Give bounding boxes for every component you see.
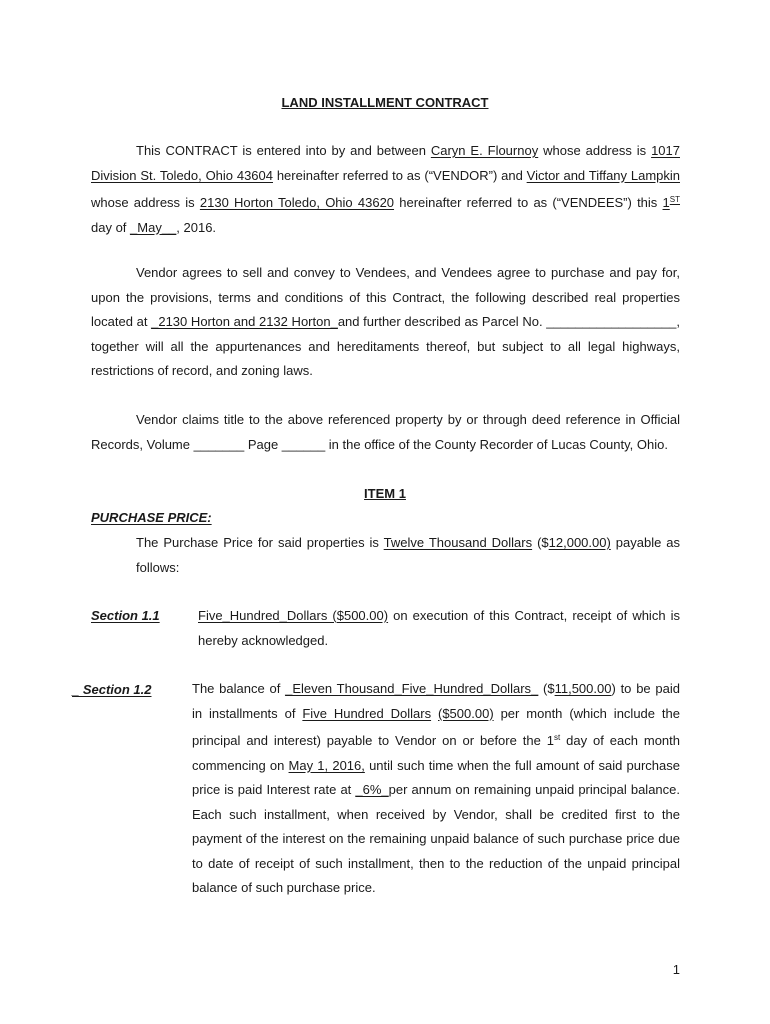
item-heading: ITEM 1 xyxy=(364,486,406,501)
vendor-address: 1017 Division St. Toledo, Ohio 43604 xyxy=(91,143,680,183)
section-1-2-text xyxy=(192,677,680,901)
text: whose address is xyxy=(91,195,200,210)
vendor-name: Caryn E. Flournoy xyxy=(430,143,539,158)
vendees-address: 2130 Horton Toledo, Ohio 43620 xyxy=(199,195,395,210)
down-payment-words: Five_Hundred_Dollars ( xyxy=(198,608,337,623)
parties-paragraph xyxy=(91,139,680,240)
text: Vendor agrees to sell and convey to Vendees, and Vendees agree to purchase and pay for, upon the provisions, terms and conditions of this Contract, the following described real properties located at xyxy=(91,265,680,329)
installment-amount: ($500.00) xyxy=(438,705,494,721)
text: ($ xyxy=(538,681,555,696)
text: on execution of this Contract, receipt of which is hereby acknowledged. xyxy=(198,608,681,648)
text: The Purchase Price for said properties is xyxy=(136,535,384,550)
balance-words: _Eleven Thousand_Five_Hundred_Dollars_ xyxy=(285,681,539,696)
text: The balance of xyxy=(192,681,286,696)
purchase-price-heading: PURCHASE PRICE: xyxy=(91,510,212,525)
contract-title: LAND INSTALLMENT CONTRACT xyxy=(281,95,489,110)
purchase-price-text xyxy=(136,531,680,580)
text: hereinafter referred to as (“VENDOR”) and xyxy=(273,167,527,183)
start-date: May 1, 2016, xyxy=(288,757,365,773)
interest-rate: _6%_ xyxy=(355,782,389,797)
text: ) to be paid in installments of xyxy=(192,681,680,721)
text: This CONTRACT is entered into by and between xyxy=(136,143,431,158)
text: hereinafter referred to as (“VENDEES”) this xyxy=(394,195,663,210)
text: ($ xyxy=(532,535,549,550)
contract-day-suffix: ST xyxy=(669,195,680,204)
balance-amount: 11,500.00 xyxy=(554,681,612,696)
text xyxy=(431,706,438,721)
section-1-2-label: _ Section 1.2 xyxy=(72,682,152,697)
text: whose address is xyxy=(538,143,652,158)
contract-month: _May__ xyxy=(130,219,177,235)
text: day of each month commencing on xyxy=(192,733,680,773)
text: per annum on remaining unpaid principal balance. Each such installment, when received by Vendor, shall be credited first to the payment of the interest on the remaining unpaid balance of such purchase price due to date of receipt of such installment, then to the reduction of the unpaid principal balance of such purchase price. xyxy=(192,782,680,895)
text: , 2016. xyxy=(176,219,217,235)
page-number: 1 xyxy=(672,962,680,977)
text: until such time when the full amount of said purchase price is paid Interest rate at xyxy=(192,757,680,797)
text: payable as follows: xyxy=(136,535,681,575)
text: day of xyxy=(91,219,131,235)
installment-words: Five Hundred Dollars xyxy=(302,705,432,721)
contract-day: 1 xyxy=(662,195,670,210)
day-suffix: st xyxy=(553,733,561,742)
text: per month (which include the principal and interest) payable to Vendor on or before the 1 xyxy=(192,705,680,748)
section-1-1-text xyxy=(198,604,680,653)
down-payment-amount: $500.00) xyxy=(336,608,389,623)
vendees-names: Victor and Tiffany Lampkin xyxy=(526,167,680,183)
price-amount: 12,000.00) xyxy=(548,535,611,550)
sale-paragraph xyxy=(91,261,680,384)
title-paragraph: Vendor claims title to the above referenced property by or through deed reference in Official Records, Volume _______ Page ______ in the office of the County Recorder of Lucas County, Ohio. xyxy=(91,412,680,452)
property-location: _2130 Horton and 2132 Horton_ xyxy=(151,314,338,329)
price-words: Twelve Thousand Dollars xyxy=(383,535,533,550)
section-1-1-label: Section 1.1 xyxy=(91,608,160,623)
text: and further described as Parcel No. __________________, together will all the appurtenances and hereditaments thereof, but subject to all legal highways, restrictions of record, and zoning laws. xyxy=(91,314,680,378)
